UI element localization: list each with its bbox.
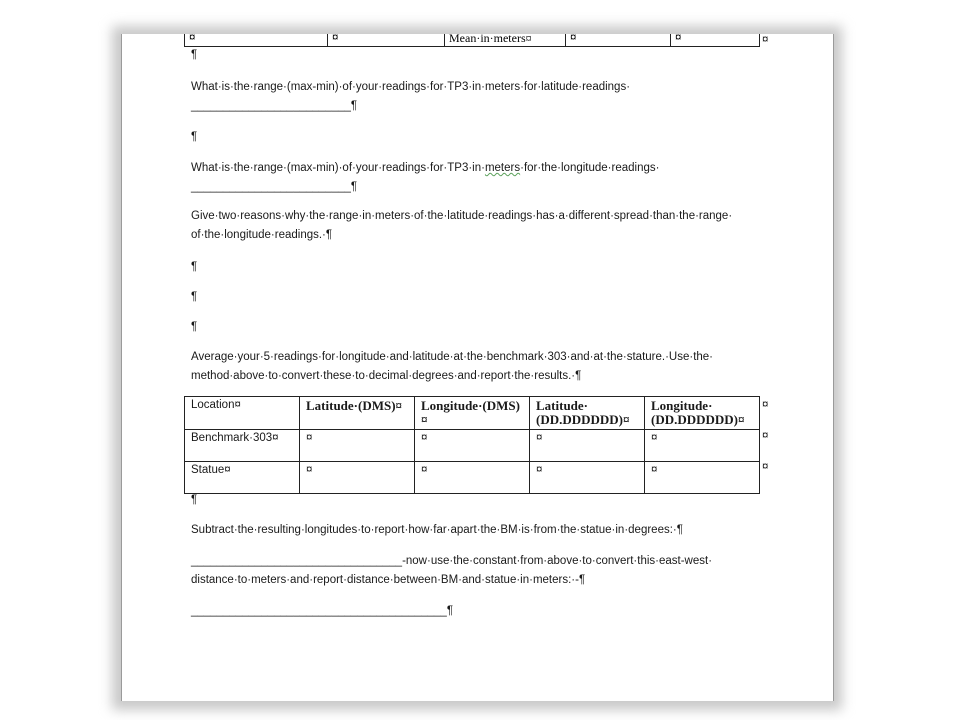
paragraph-mark: ¶ [191, 291, 198, 303]
paragraph-mark: ¶ [191, 131, 198, 143]
convert-instruction-line2: distance·to·meters·and·report·distance·between·BM·and·statue·in·meters:·-¶ [191, 574, 586, 586]
table-header-row [185, 397, 760, 430]
question-longitude-range [191, 161, 659, 175]
table-cell[interactable]: ¤ [530, 462, 645, 494]
document-page [121, 34, 834, 701]
table-cell[interactable]: ¤ [645, 430, 760, 462]
header-longitude-dd[interactable]: Longitude· (DD.DDDDDD)¤ [645, 397, 760, 430]
header-latitude-dms[interactable]: Latitude·(DMS)¤ [300, 397, 415, 430]
answer-blank-degrees[interactable]: _________________________________ [191, 555, 403, 567]
paragraph-mark: ¶ [191, 321, 198, 333]
table-cell[interactable]: ¤ [300, 462, 415, 494]
table-cell[interactable]: ¤ [185, 34, 328, 47]
row-end-mark: ¤ [762, 399, 769, 411]
instruction-average-line2: method·above·to·convert·these·to·decimal·degrees·and·report·the·results.·¶ [191, 370, 582, 382]
question-two-reasons-line1: Give·two·reasons·why·the·range·in·meters·of·the·latitude·readings·has·a·different·spread·than·the·range· [191, 210, 733, 222]
row-end-mark: ¤ [762, 430, 769, 442]
table-cell[interactable]: ¤ [415, 462, 530, 494]
table-cell[interactable]: ¤ [530, 430, 645, 462]
convert-instruction-line1 [191, 554, 712, 568]
question-text: ·for·the·longitude·readings· [520, 162, 660, 174]
convert-instruction-text: -now·use·the·constant·from·above·to·convert·this·east-west· [402, 555, 713, 567]
answer-blank-meters[interactable]: ________________________________________¶ [191, 605, 454, 617]
question-latitude-range: What·is·the·range·(max-min)·of·your·readings·for·TP3·in·meters·for·latitude·readings· [191, 81, 631, 93]
question-subtract-longitudes: Subtract·the·resulting·longitudes·to·report·how·far·apart·the·BM·is·from·the·statue·in·degrees:·¶ [191, 524, 683, 536]
question-two-reasons-line2: of·the·longitude·readings.·¶ [191, 229, 333, 241]
answer-blank-latitude[interactable]: _________________________¶ [191, 100, 358, 112]
row-end-mark: ¤ [762, 461, 769, 473]
header-latitude-dd[interactable]: Latitude· (DD.DDDDDD)¤ [530, 397, 645, 430]
answer-blank-longitude[interactable]: _________________________¶ [191, 181, 358, 193]
table-cell[interactable]: ¤ [671, 34, 760, 47]
table-cell[interactable]: ¤ [645, 462, 760, 494]
question-text: What·is·the·range·(max-min)·of·your·readings·for·TP3·in· [191, 162, 485, 174]
row-label-statue[interactable]: Statue¤ [185, 462, 300, 494]
paragraph-mark: ¶ [191, 261, 198, 273]
table-row [185, 462, 760, 494]
header-location[interactable]: Location¤ [185, 397, 300, 430]
mean-in-meters-cell[interactable]: Mean·in·meters¤ [445, 34, 566, 47]
table-row [185, 34, 760, 47]
paragraph-mark: ¶ [191, 494, 198, 506]
table-row [185, 430, 760, 462]
table-cell[interactable]: ¤ [300, 430, 415, 462]
row-label-benchmark[interactable]: Benchmark·303¤ [185, 430, 300, 462]
row-end-mark: ¤ [762, 34, 769, 46]
table-cell[interactable]: ¤ [415, 430, 530, 462]
spellcheck-word: meters [484, 162, 521, 174]
paragraph-mark: ¶ [191, 49, 198, 61]
table-cell[interactable]: ¤ [566, 34, 671, 47]
mean-table [184, 34, 760, 47]
results-table [184, 396, 760, 494]
table-cell[interactable]: ¤ [328, 34, 445, 47]
header-longitude-dms[interactable]: Longitude·(DMS)¤ [415, 397, 530, 430]
instruction-average-line1: Average·your·5·readings·for·longitude·and·latitude·at·the·benchmark·303·and·at·the·stature.·Use·the· [191, 351, 714, 363]
